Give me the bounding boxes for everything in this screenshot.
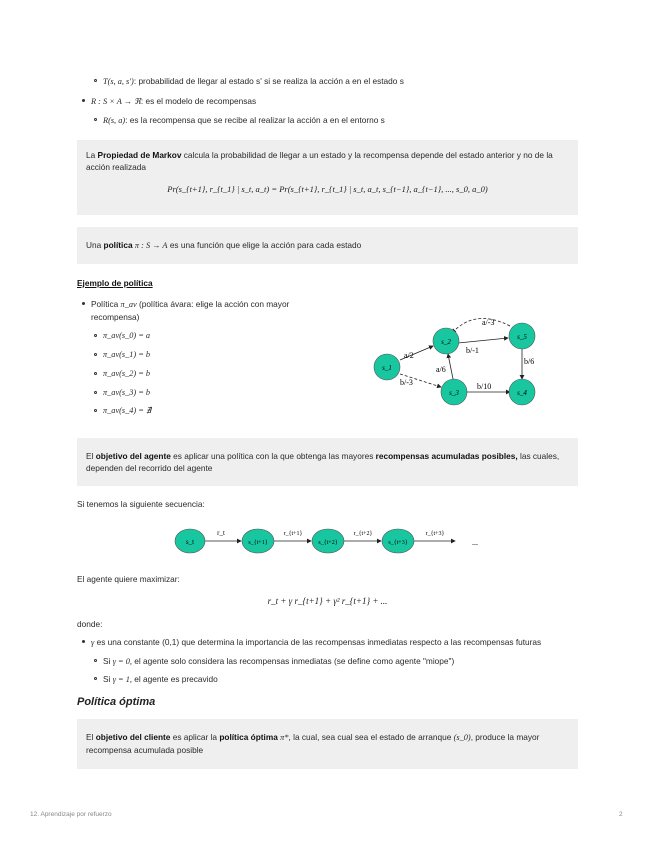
- r-sa-definition: [103, 114, 385, 127]
- bullet-ring: [94, 372, 97, 375]
- graph-node: [433, 328, 459, 354]
- bullet-ring: [94, 79, 97, 82]
- optima-bold2: política óptima: [219, 732, 278, 742]
- r-sa-text: : es la recompensa que se recibe al realizar la acción a en el entorno s: [125, 115, 385, 125]
- objetivo-pre: El: [86, 451, 94, 461]
- graph-node: [509, 379, 535, 405]
- donde-label: donde:: [77, 619, 103, 629]
- optima-post1: , la cual, sea cual sea el estado de arranque: [288, 732, 452, 742]
- t-definition: [103, 75, 404, 88]
- r-sa-formula: R(s, a): [103, 116, 126, 125]
- gamma-sub2: [103, 673, 218, 686]
- objetivo-post: las cuales, dependen del recorrido del agente: [86, 451, 560, 473]
- r-text: : es el modelo de recompensas: [140, 96, 257, 106]
- policy-subitem: π_av(s_2) = b: [103, 369, 151, 378]
- bullet-ring: [94, 409, 97, 412]
- svg-text:s_4: s_4: [517, 389, 527, 397]
- svg-text:s_3: s_3: [449, 389, 459, 397]
- objetivo-agente-callout: [77, 438, 578, 486]
- gamma-sub1: [103, 655, 454, 668]
- edge-s2-s5: [458, 338, 508, 343]
- svg-text:s_{t+2}: s_{t+2}: [318, 540, 338, 546]
- optima-text: [86, 731, 566, 756]
- policy-callout: [77, 227, 578, 264]
- bullet-ring: [94, 659, 97, 662]
- t-formula: T(s, a, s'): [103, 77, 134, 86]
- sub2-formula: γ = 1,: [112, 675, 132, 684]
- svg-text:s_5: s_5: [517, 333, 527, 341]
- markov-callout: [77, 140, 578, 215]
- gamma-formula: γ: [91, 638, 95, 647]
- edge-label: a/-3: [482, 318, 495, 327]
- svg-text:s_{t+3}: s_{t+3}: [388, 540, 408, 546]
- edge-s5-s2: [452, 318, 510, 333]
- objetivo-bold2: recompensas acumuladas posibles,: [375, 451, 518, 461]
- reward-label: r_{t+2}: [353, 531, 373, 537]
- bullet-disc: [82, 302, 85, 305]
- graph-node: [509, 323, 535, 349]
- optima-mid: es aplicar la: [172, 732, 217, 742]
- bullet-ring: [94, 677, 97, 680]
- gamma-item: [91, 636, 581, 649]
- policy-subitem: π_av(s_3) = b: [103, 388, 151, 397]
- reward-label: r_t: [217, 529, 225, 537]
- graph-node: [374, 354, 400, 380]
- r-formula: R : S × A → ℜ: [91, 97, 141, 106]
- markov-bold: Propiedad de Markov: [97, 150, 182, 160]
- bullet-ring: [94, 334, 97, 337]
- graph-node: [441, 379, 467, 405]
- sequence-state: [382, 529, 414, 553]
- sub2-pre: Si: [103, 674, 111, 684]
- edge-label: b/10: [477, 382, 492, 391]
- markov-post: calcula la probabilidad de llegar a un estado y la recompensa depende del estado anterior y no de la acción realizada: [86, 150, 553, 172]
- objetivo-agente-text: [86, 450, 566, 474]
- policy-subitem: π_av(s_4) = ∄: [103, 406, 152, 415]
- sub1-pre: Si: [103, 656, 111, 666]
- state-graph: [360, 308, 560, 413]
- sub1-post: el agente solo considera las recompensas inmediatas (se define como agente "miope"): [134, 656, 455, 666]
- edge-label: b/6: [524, 357, 535, 366]
- optima-pre: El: [86, 732, 94, 742]
- sequence-state: [242, 529, 274, 553]
- objetivo-bold1: objetivo del agente: [95, 451, 171, 461]
- policy-subitem: π_av(s_1) = b: [103, 350, 151, 359]
- policy-text: [86, 239, 361, 252]
- edge-label: b/-1: [466, 346, 479, 355]
- policy-subitem: π_av(s_0) = a: [103, 331, 151, 340]
- markov-pre: La: [86, 150, 96, 160]
- optima-heading: Política óptima: [77, 696, 156, 708]
- sequence-diagram: [170, 520, 490, 560]
- sub2-post: el agente es precavido: [134, 674, 218, 684]
- example-item-pre: Política: [91, 299, 119, 309]
- edge-label: a/2: [404, 351, 414, 360]
- sequence-state: [312, 529, 344, 553]
- bullet-ring: [94, 391, 97, 394]
- optima-formula2: (s_0): [453, 733, 471, 742]
- policy-post: es una función que elige la acción para cada estado: [169, 240, 362, 250]
- example-heading: Ejemplo de política: [77, 278, 153, 288]
- markov-formula: Pr(s_{t+1}, r_{t_1} | s_t, a_t) = Pr(s_{t+1}, r_{t_1} | s_t, a_t, s_{t−1}, a_{t−1}, ..., s_0, a_0): [167, 184, 488, 194]
- sub1-formula: γ = 0,: [112, 657, 132, 666]
- edge-label: b/-3: [400, 378, 413, 387]
- reward-label: r_{t+1}: [283, 531, 303, 537]
- r-definition: [91, 95, 256, 108]
- bullet-ring: [94, 353, 97, 356]
- bullet-disc: [82, 99, 85, 102]
- reward-label: r_{t+3}: [425, 531, 445, 537]
- svg-text:s_2: s_2: [441, 338, 451, 346]
- footer-title: 12. Aprendizaje por refuerzo: [30, 811, 112, 818]
- svg-text:s_{t+1}: s_{t+1}: [248, 540, 268, 546]
- edge-label: a/6: [436, 365, 446, 374]
- svg-text:s_t: s_t: [185, 538, 195, 546]
- t-text: : probabilidad de llegar al estado s' si se realiza la acción a en el estado s: [133, 76, 404, 86]
- policy-bold: política: [103, 240, 133, 250]
- maximizar-formula: r_t + γ r_{t+1} + γ² r_{t+1} + ...: [267, 596, 388, 606]
- policy-formula: π : S → A: [134, 241, 168, 250]
- example-item-formula: π_av: [120, 300, 137, 309]
- optima-bold1: objetivo del cliente: [95, 732, 171, 742]
- policy-pre: Una: [86, 240, 102, 250]
- optima-post2: , produce la mayor recompensa acumulada posible: [86, 732, 540, 755]
- sequence-ellipsis: ...: [472, 538, 478, 547]
- gamma-text: es una constante (0,1) que determina la importancia de las recompensas inmediatas respecto a las recompensas futuras: [96, 637, 542, 647]
- svg-text:s_1: s_1: [382, 364, 392, 372]
- maximizar-text: El agente quiere maximizar:: [77, 574, 180, 584]
- optima-formula: π*: [280, 733, 289, 742]
- bullet-ring: [94, 118, 97, 121]
- bullet-disc: [82, 640, 85, 643]
- objetivo-mid: es aplicar una política con la que obtenga las mayores: [173, 451, 374, 461]
- example-item: [91, 298, 311, 323]
- example-item-post: (política ávara: elige la acción con mayor recompensa): [91, 299, 290, 322]
- optima-callout: [77, 719, 578, 769]
- secuencia-intro: Si tenemos la siguiente secuencia:: [77, 499, 205, 509]
- page-number: 2: [619, 811, 623, 818]
- sequence-state: [175, 529, 205, 553]
- markov-text: [86, 149, 566, 173]
